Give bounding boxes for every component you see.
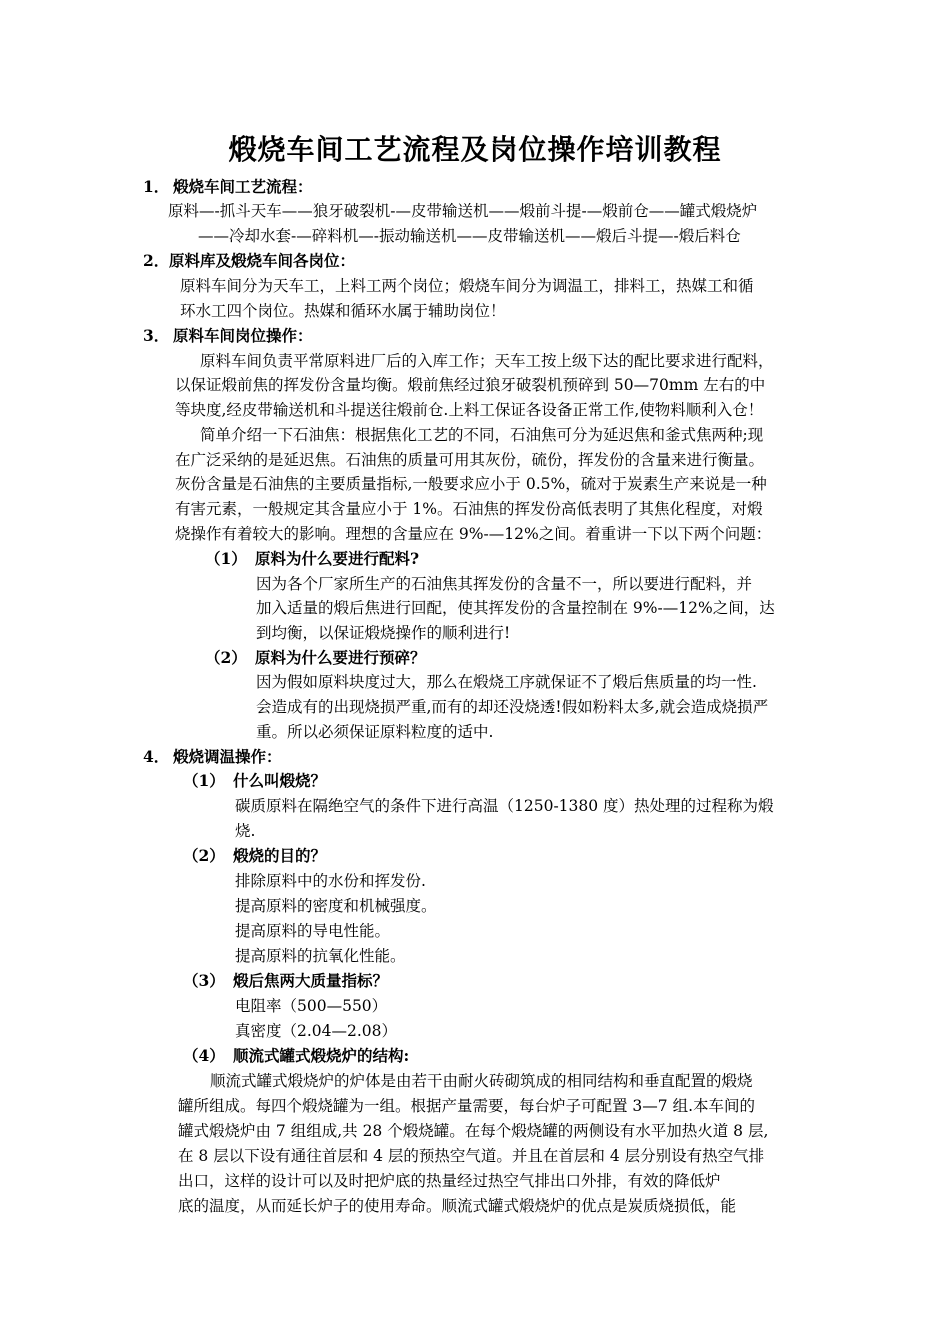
subsection-heading xyxy=(183,845,326,867)
paragraph-line: 出口，这样的设计可以及时把炉底的热量经过热空气排出口外排，有效的降低炉 xyxy=(178,1172,721,1190)
paragraph-line: 原料车间负责平常原料进厂后的入库工作；天车工按上级下达的配比要求进行配料， xyxy=(200,352,774,370)
subsection-heading xyxy=(183,770,326,792)
section-title: 煅烧调温操作： xyxy=(173,747,282,766)
section-title: 原料库及煅烧车间各岗位： xyxy=(169,251,356,270)
subsection-number: （1） xyxy=(183,771,225,790)
subsection-title: 煅后焦两大质量指标？ xyxy=(233,971,389,990)
document-title: 煅烧车间工艺流程及岗位操作培训教程 xyxy=(228,133,722,166)
list-item: 排除原料中的水份和挥发份. xyxy=(235,872,426,890)
list-item: 提高原料的导电性能。 xyxy=(235,922,391,940)
paragraph-line: 简单介绍一下石油焦：根据焦化工艺的不同，石油焦可分为延迟焦和釜式焦两种;现 xyxy=(200,426,764,444)
paragraph-line: 烧操作有着较大的影响。理想的含量应在 9%-—12%之间。着重讲一下以下两个问题： xyxy=(175,525,772,543)
section-1-heading xyxy=(143,176,313,198)
subsection-title: 原料为什么要进行配料? xyxy=(255,549,420,568)
subsection-heading xyxy=(205,647,426,669)
paragraph-line: 罐式煅烧炉由 7 组组成,共 28 个煅烧罐。在每个煅烧罐的两侧设有水平加热火道 8 层, xyxy=(178,1122,769,1140)
section-3-heading xyxy=(143,325,313,347)
paragraph-line: 会造成有的出现烧损严重,而有的却还没烧透!假如粉料太多,就会造成烧损严 xyxy=(256,698,769,716)
paragraph-line: 有害元素，一般规定其含量应小于 1%。石油焦的挥发份高低表明了其焦化程度，对煅 xyxy=(175,500,763,518)
subsection-heading xyxy=(183,970,388,992)
paragraph-line: 底的温度，从而延长炉子的使用寿命。顺流式罐式煅烧炉的优点是炭质烧损低，能 xyxy=(178,1197,737,1215)
paragraph-line: 因为各个厂家所生产的石油焦其挥发份的含量不一，所以要进行配料，并 xyxy=(256,575,753,593)
section-number: 4． xyxy=(143,747,170,766)
subsection-number: （2） xyxy=(205,648,247,667)
list-item: 提高原料的密度和机械强度。 xyxy=(235,897,437,915)
subsection-heading xyxy=(205,548,419,570)
list-item: 电阻率（500—550） xyxy=(235,997,388,1015)
list-item: 真密度（2.04—2.08） xyxy=(235,1022,398,1040)
section-number: 1． xyxy=(143,177,170,196)
section-4-heading xyxy=(143,746,282,768)
paragraph-line: 罐所组成。每四个煅烧罐为一组。根据产量需要，每台炉子可配置 3—7 组.本车间的 xyxy=(178,1097,756,1115)
subsection-number: （1） xyxy=(205,549,247,568)
paragraph-line: ——冷却水套-—碎料机—-振动输送机——皮带输送机——煅后斗提—-煅后料仓 xyxy=(198,227,741,245)
paragraph-line: 在 8 层以下设有通往首层和 4 层的预热空气道。并且在首层和 4 层分别设有热空气排 xyxy=(178,1147,765,1165)
paragraph-line: 到均衡，以保证煅烧操作的顺利进行! xyxy=(256,624,511,642)
paragraph-line: 加入适量的煅后焦进行回配，使其挥发份的含量控制在 9%-—12%之间，达 xyxy=(256,599,775,617)
paragraph-line: 碳质原料在隔绝空气的条件下进行高温（1250-1380 度）热处理的过程称为煅 xyxy=(235,797,774,815)
list-item: 提高原料的抗氧化性能。 xyxy=(235,947,406,965)
section-2-heading xyxy=(143,250,355,272)
subsection-title: 原料为什么要进行预碎？ xyxy=(255,648,426,667)
subsection-title: 顺流式罐式煅烧炉的结构: xyxy=(233,1046,410,1065)
section-number: 3． xyxy=(143,326,170,345)
section-title: 原料车间岗位操作： xyxy=(173,326,313,345)
paragraph-line: 以保证煅前焦的挥发份含量均衡。煅前焦经过狼牙破裂机预碎到 50—70mm 左右的中 xyxy=(175,376,766,394)
subsection-number: （3） xyxy=(183,971,225,990)
subsection-title: 什么叫煅烧？ xyxy=(233,771,327,790)
subsection-number: （2） xyxy=(183,846,225,865)
paragraph-line: 顺流式罐式煅烧炉的炉体是由若干由耐火砖砌筑成的相同结构和垂直配置的煅烧 xyxy=(210,1072,753,1090)
paragraph-line: 原料车间分为天车工，上料工两个岗位；煅烧车间分为调温工，排料工，热媒工和循 xyxy=(180,277,754,295)
subsection-number: （4） xyxy=(183,1046,225,1065)
paragraph-line: 在广泛采纳的是延迟焦。石油焦的质量可用其灰份，硫份，挥发份的含量来进行衡量。 xyxy=(175,451,765,469)
paragraph-line: 重。所以必须保证原料粒度的适中. xyxy=(256,723,494,741)
subsection-heading xyxy=(183,1045,409,1067)
section-title: 煅烧车间工艺流程： xyxy=(173,177,313,196)
paragraph-line: 灰份含量是石油焦的主要质量指标,一般要求应小于 0.5%，硫对于炭素生产来说是一种 xyxy=(175,475,767,493)
paragraph-line: 环水工四个岗位。热媒和循环水属于辅助岗位！ xyxy=(180,302,506,320)
paragraph-line: 因为假如原料块度过大，那么在煅烧工序就保证不了煅后焦质量的均一性. xyxy=(256,673,757,691)
paragraph-line: 等块度,经皮带输送机和斗提送往煅前仓.上料工保证各设备正常工作,使物料顺利入仓！ xyxy=(175,401,764,419)
subsection-title: 煅烧的目的？ xyxy=(233,846,327,865)
section-number: 2． xyxy=(143,251,170,270)
paragraph-line: 烧. xyxy=(235,822,256,840)
paragraph-line: 原料—-抓斗天车——狼牙破裂机-—皮带输送机——煅前斗提-—煅前仓——罐式煅烧炉 xyxy=(168,202,758,220)
